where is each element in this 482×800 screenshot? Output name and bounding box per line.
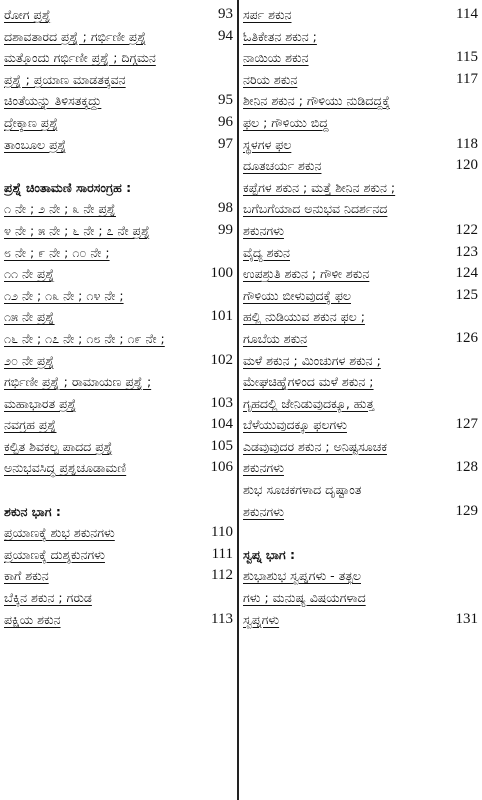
page-number: 98: [218, 200, 233, 217]
toc-entry: [240, 306, 482, 328]
entry-title: ಶುಭ ಸೂಚಕಗಳಾದ ದೃಷ್ಟಾಂತ: [243, 482, 362, 498]
toc-entry: [240, 4, 482, 26]
toc-entry: [240, 47, 482, 69]
entry-title: ಸ್ವಪ್ನಗಳು: [243, 611, 280, 627]
toc-entry: [0, 198, 236, 220]
entry-title: ವೈದ್ಯ ಶಕುನ: [243, 244, 290, 260]
page-number: 124: [455, 265, 478, 282]
section-heading: [0, 177, 236, 199]
toc-entry: [0, 306, 236, 328]
blank-line: [0, 155, 236, 177]
entry-title: ೮ ನೇ ; ೯ ನೇ ; ೧೦ ನೇ ;: [4, 244, 110, 260]
toc-entry: [0, 414, 236, 436]
toc-entry: [240, 371, 482, 393]
page-number: 129: [455, 502, 478, 519]
entry-title: ದೂತಚರ್ಯ ಶಕುನ: [243, 158, 322, 174]
entry-title: ಗೌಳಿಯು ಬೀಳುವುದಕ್ಕೆ ಫಲ: [243, 287, 351, 303]
entry-title: ಗೃಹದಲ್ಲಿ ಜೇನಿಡುವುದಕ್ಕೂ, ಹುತ್ತ: [243, 395, 375, 411]
page-number: 127: [455, 416, 478, 433]
toc-entry: [0, 522, 236, 544]
entry-title: ಕಲ್ಪಿತ ಶಿವಕಲ್ಪ ಪಾದದ ಪ್ರಶ್ನೆ: [4, 438, 113, 454]
toc-entry: [240, 501, 482, 523]
page-number: 122: [455, 221, 478, 238]
toc-entry: [240, 587, 482, 609]
toc-entry: [240, 69, 482, 91]
page-number: 93: [218, 6, 233, 22]
entry-title: ೧೨ ನೇ ; ೧೩ ನೇ ; ೧೪ ನೇ ;: [4, 287, 124, 303]
toc-entry: [240, 26, 482, 48]
toc-entry: [240, 457, 482, 479]
page-number: 104: [210, 416, 233, 433]
toc-entry: [240, 609, 482, 631]
toc-entry: [240, 414, 482, 436]
page-number: 102: [210, 351, 233, 368]
entry-title: ಪ್ರಶ್ನೆ ಚಿಂತಾಮಣಿ ಸಾರಸಂಗ್ರಹ :: [4, 179, 132, 195]
toc-entry: [240, 198, 482, 220]
page-number: 117: [456, 70, 478, 87]
page-number: 113: [211, 610, 233, 627]
toc-entry: [0, 112, 236, 134]
page-number: 118: [456, 135, 478, 152]
page-number: 114: [456, 6, 478, 22]
entry-title: ಮಳೆ ಶಕುನ ; ಮಿಂಚುಗಳ ಶಕುನ ;: [243, 352, 381, 368]
entry-title: ಸ್ಥಳಗಳ ಫಲ: [243, 136, 292, 152]
section-heading: [0, 501, 236, 523]
toc-entry: [0, 328, 236, 350]
page-number: 105: [210, 437, 233, 454]
page-number: 115: [456, 49, 478, 66]
blank-line: [0, 479, 236, 501]
page-number: 123: [455, 243, 478, 260]
entry-title: ಶಕುನಗಳು: [243, 222, 284, 238]
toc-entry: [240, 565, 482, 587]
toc-entry: [240, 177, 482, 199]
entry-title: ೧೬ ನೇ ; ೧೭ ನೇ ; ೧೮ ನೇ ; ೧೯ ನೇ ;: [4, 330, 165, 346]
toc-entry: [240, 134, 482, 156]
entry-title: ಮಹಾಭಾರತ ಪ್ರಶ್ನೆ: [4, 395, 77, 411]
toc-entry: [0, 587, 236, 609]
column-divider: [237, 0, 239, 800]
toc-entry: [240, 328, 482, 350]
entry-title: ಹಲ್ಲಿ ನುಡಿಯುವ ಶಕುನ ಫಲ ;: [243, 309, 365, 325]
toc-entry: [0, 26, 236, 48]
entry-title: ಪಕ್ಷಿಯ ಶಕುನ: [4, 611, 61, 627]
page-number: 99: [218, 221, 233, 238]
toc-entry: [240, 393, 482, 415]
entry-title: ಕಪ್ಪೆಗಳ ಶಕುನ ; ಮತ್ತೆ ಶೀನಿನ ಶಕುನ ;: [243, 179, 396, 195]
entry-title: ೧೫ ನೇ ಪ್ರಶ್ನೆ: [4, 309, 55, 325]
toc-entry: [0, 565, 236, 587]
page-number: 106: [210, 459, 233, 476]
entry-title: ಅನುಭವಸಿದ್ಧ ಪ್ರಶ್ನಚೂಡಾಮಣಿ: [4, 460, 127, 476]
page-number: 112: [211, 567, 233, 584]
blank-line: [240, 522, 482, 544]
toc-entry: [0, 220, 236, 242]
entry-title: ಗಳು ; ಮನುಷ್ಯ ವಿಷಯಗಳಾದ: [243, 590, 366, 606]
entry-title: ಬೆಳೆಯುವುದಕ್ಕೂ ಫಲಗಳು: [243, 417, 347, 433]
toc-entry: [0, 263, 236, 285]
toc-entry: [240, 90, 482, 112]
toc-entry: [240, 155, 482, 177]
entry-title: ಉಪಶ್ರುತಿ ಶಕುನ ; ಗೌಳೀ ಶಕುನ: [243, 266, 370, 282]
toc-left-column: [0, 0, 236, 800]
page-number: 125: [455, 286, 478, 303]
entry-title: ಓತಿಕೇತನ ಶಕುನ ;: [243, 28, 317, 44]
page-number: 128: [455, 459, 478, 476]
entry-title: ೨೦ ನೇ ಪ್ರಶ್ನೆ: [4, 352, 55, 368]
toc-entry: [240, 263, 482, 285]
page-number: 96: [218, 113, 233, 130]
entry-title: ಶಕುನಗಳು: [243, 460, 284, 476]
entry-title: ಶೀನಿನ ಶಕುನ ; ಗೌಳಿಯು ನುಡಿದದ್ದಕ್ಕೆ: [243, 93, 390, 109]
entry-title: ಕಾಗೆ ಶಕುನ: [4, 568, 49, 584]
page-number: 94: [218, 27, 233, 44]
entry-title: ಸ್ವಪ್ನ ಭಾಗ :: [243, 546, 295, 562]
toc-entry: [0, 544, 236, 566]
entry-title: ಗೂಬೆಯ ಶಕುನ: [243, 330, 308, 346]
toc-entry: [0, 134, 236, 156]
entry-title: ಶುಭಾಶುಭ ಸ್ವಪ್ನಗಳು - ತತ್ಫಲ: [243, 568, 361, 584]
page-number: 120: [455, 157, 478, 174]
toc-entry: [240, 285, 482, 307]
entry-title: ಬಗೆಬಗೆಯಾದ ಅನುಭವ ನಿದರ್ಶನದ: [243, 201, 388, 217]
toc-entry: [0, 350, 236, 372]
toc-entry: [0, 285, 236, 307]
page-number: 111: [211, 545, 233, 562]
toc-entry: [0, 457, 236, 479]
toc-entry: [240, 436, 482, 458]
page-number: 103: [210, 394, 233, 411]
entry-title: ಎಡವುವುದರ ಶಕುನ ; ಅನಿಷ್ಟಸೂಚಕ: [243, 438, 387, 454]
toc-entry: [0, 90, 236, 112]
toc-entry: [0, 69, 236, 91]
page-number: 126: [455, 329, 478, 346]
entry-title: ರೋಗ ಪ್ರಶ್ನೆ: [4, 7, 52, 22]
entry-title: ಮೇಘಚಿಹ್ನೆಗಳಿಂದ ಮಳೆ ಶಕುನ ;: [243, 374, 374, 390]
entry-title: ೪ ನೇ ; ೫ ನೇ ; ೬ ನೇ ; ೭ ನೇ ಪ್ರಶ್ನೆ: [4, 222, 151, 238]
page-number: 110: [211, 524, 233, 541]
page-number: 101: [210, 308, 233, 325]
section-heading: [240, 544, 482, 566]
page-number: 131: [455, 610, 478, 627]
toc-entry: [240, 242, 482, 264]
page-number: 97: [218, 135, 233, 152]
entry-title: ನವಗ್ರಹ ಪ್ರಶ್ನೆ: [4, 417, 57, 433]
entry-title: ಫಲ ; ಗೌಳಿಯು ಬಿದ್ದ: [243, 114, 329, 130]
page-number: 100: [210, 265, 233, 282]
entry-title: ನಾಯಿಯ ಶಕುನ: [243, 50, 309, 66]
toc-entry: [0, 436, 236, 458]
entry-title: ದ್ರೇಕ್ಕಾಣ ಪ್ರಶ್ನೆ: [4, 114, 59, 130]
entry-title: ತಾಂಬೂಲ ಪ್ರಶ್ನೆ: [4, 136, 67, 152]
entry-title: ೧೧ ನೇ ಪ್ರಶ್ನೆ: [4, 266, 55, 282]
entry-title: ಪ್ರಯಾಣಕ್ಕೆ ಶುಭ ಶಕುನಗಳು: [4, 525, 115, 541]
entry-title: ಪ್ರಶ್ನೆ ; ಪ್ರಯಾಣ ಮಾಡತಕ್ಕವನ: [4, 71, 126, 87]
entry-title: ಚಿಂತೆಯನ್ನು ತಿಳಿಸತಕ್ಕದ್ದು: [4, 93, 102, 109]
toc-entry: [240, 220, 482, 242]
toc-entry: [0, 242, 236, 264]
entry-title: ಬೆಕ್ಕಿನ ಶಕುನ ; ಗರುಡ: [4, 590, 92, 606]
toc-entry: [240, 479, 482, 501]
entry-title: ಗರ್ಭಿಣೀ ಪ್ರಶ್ನೆ ; ರಾಮಾಯಣ ಪ್ರಶ್ನೆ ;: [4, 374, 152, 390]
entry-title: ಸರ್ಪ ಶಕುನ: [243, 7, 292, 22]
toc-entry: [0, 47, 236, 69]
toc-right-column: [240, 0, 482, 800]
entry-title: ಪ್ರಯಾಣಕ್ಕೆ ದುಶ್ಶಕುನಗಳು: [4, 546, 105, 562]
entry-title: ಶಕುನ ಭಾಗ :: [4, 503, 61, 519]
toc-entry: [0, 609, 236, 631]
toc-entry: [0, 4, 236, 26]
entry-title: ಮತ್ತೊಂದು ಗರ್ಭಿಣೀ ಪ್ರಶ್ನೆ ; ದಿಗ್ಗಮನ: [4, 50, 156, 66]
page-number: 95: [218, 92, 233, 109]
entry-title: ದಶಾವತಾರದ ಪ್ರಶ್ನೆ ; ಗರ್ಭಿಣೀ ಪ್ರಶ್ನೆ: [4, 28, 147, 44]
toc-entry: [240, 350, 482, 372]
toc-entry: [240, 112, 482, 134]
entry-title: ನರಿಯ ಶಕುನ: [243, 71, 298, 87]
toc-entry: [0, 371, 236, 393]
toc-entry: [0, 393, 236, 415]
entry-title: ೧ ನೇ ; ೨ ನೇ ; ೩ ನೇ ಪ್ರಶ್ನೆ: [4, 201, 116, 217]
entry-title: ಶಕುನಗಳು: [243, 503, 284, 519]
